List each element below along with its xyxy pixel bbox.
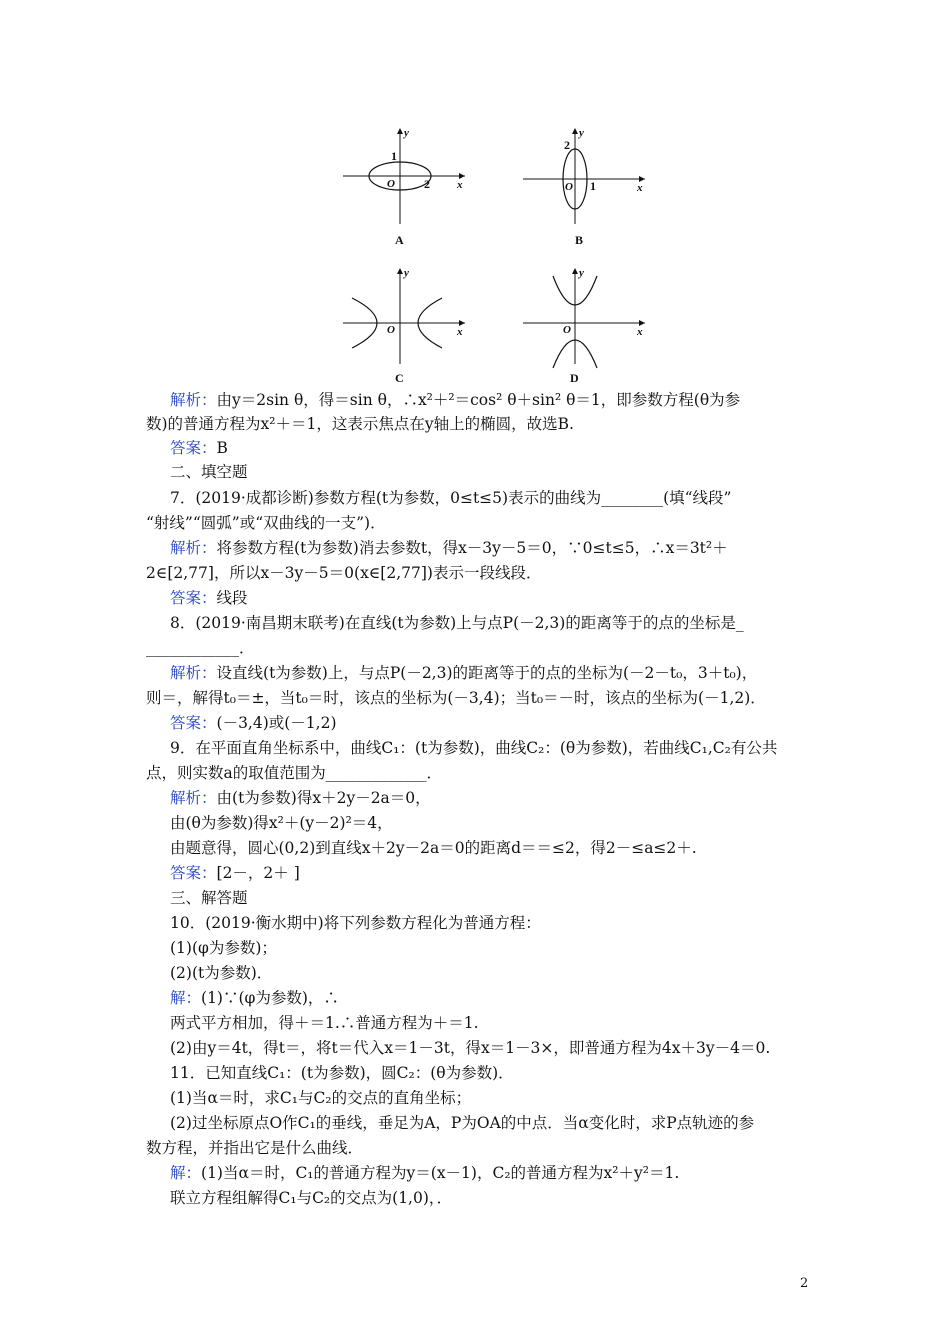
text-line: 8．(2019·南昌期末联考)在直线(t为参数)上与点P(－2,3)的距离等于的点的坐标是_ [170,614,744,632]
text-line: 2∈[2,77]，所以x－3y－5＝0(x∈[2,77])表示一段线段． [146,564,542,582]
text-line: 答案：(－3,4)或(－1,2) [170,714,337,732]
text-line: (1)当α＝时，求C₁与C₂的交点的直角坐标； [170,1089,472,1107]
fig-b-tick-1: 1 [590,179,596,193]
fig-a-tick-1: 1 [391,149,397,163]
fig-b-y-label: y [579,127,584,139]
fig-d-caption: D [570,371,579,385]
text-line: 7．(2019·成都诊断)参数方程(t为参数，0≤t≤5)表示的曲线为________(填“线段” [170,489,732,507]
text-line: (2)过坐标原点O作C₁的垂线，垂足为A，P为OA的中点．当α变化时，求P点轨迹的参 [170,1114,755,1132]
text-line: 解析：将参数方程(t为参数)消去参数t，得x－3y－5＝0，∵0≤t≤5，∴x＝3t²＋ [170,539,728,557]
fig-a-x-label: x [457,179,463,191]
fig-d-origin: O [563,324,571,336]
fig-a-y-label: y [404,127,409,139]
text-line: 二、填空题 [170,463,248,481]
text-line: 解析：由(t为参数)得x＋2y－2a＝0， [170,789,431,807]
text-line: (2)由y＝4t，得t＝，将t＝代入x＝1－3t，得x＝1－3×，即普通方程为4x＋3y－4＝0. [170,1039,771,1057]
text-line: 解析：设直线(t为参数)上，与点P(－2,3)的距离等于的点的坐标为(－2－t₀，3＋t₀)， [170,664,758,682]
text-line: 由(θ为参数)得x²＋(y－2)²＝4， [170,814,393,832]
text-line: “射线”“圆弧”或“双曲线的一支”)． [146,514,386,532]
fig-c-x-label: x [457,326,463,338]
fig-a-origin: O [387,178,395,190]
text-line: 则＝，解得t₀＝±，当t₀＝时，该点的坐标为(－3,4)；当t₀＝－时，该点的坐标为(－1,2)． [146,689,766,707]
fig-b-origin: O [565,181,573,193]
fig-b-tick-2: 2 [564,138,570,152]
fig-b-x-label: x [637,182,643,194]
text-line: 三、解答题 [170,889,248,907]
text-line: 答案：B [170,439,228,457]
text-line: (1)(φ为参数)； [170,939,277,957]
fig-a-caption: A [395,233,404,247]
text-line: (2)(t为参数)． [170,964,273,982]
text-line: 联立方程组解得C₁与C₂的交点为(1,0)，． [170,1189,453,1207]
fig-c-caption: C [395,371,404,385]
fig-a-tick-2: 2 [424,177,430,191]
text-line: 解：(1)当α＝时，C₁的普通方程为y＝(x－1)，C₂的普通方程为x²＋y²＝1. [170,1164,680,1182]
fig-b-caption: B [575,233,584,247]
text-line: 答案：线段 [170,589,248,607]
fig-d-x-label: x [637,326,643,338]
text-line: 9．在平面直角坐标系中，曲线C₁：(t为参数)，曲线C₂：(θ为参数)，若曲线C₁,C₂有公共 [170,739,778,757]
text-line: 10．(2019·衡水期中)将下列参数方程化为普通方程： [170,914,541,932]
text-line: 数)的普通方程为x²＋＝1，这表示焦点在y轴上的椭圆，故选B. [146,415,574,433]
fig-c-origin: O [387,324,395,336]
text-line: 点，则实数a的取值范围为_____________． [146,764,442,782]
text-line: 11．已知直线C₁：(t为参数)，圆C₂：(θ为参数)． [170,1064,514,1082]
fig-d-y-label: y [579,267,584,279]
text-line: 答案：[2－，2＋ ] [170,864,300,882]
page-number: 2 [800,1276,809,1291]
text-line: 两式平方相加，得＋＝1.∴普通方程为＋＝1. [170,1014,479,1032]
text-line: ____________． [146,639,255,657]
text-line: 解析：由y＝2sin θ，得＝sin θ，∴x²＋²＝cos² θ＋sin² θ＝1，即参数方程(θ为参 [170,391,741,409]
text-line: 数方程，并指出它是什么曲线． [146,1139,364,1157]
text-line: 解：(1)∵(φ为参数)，∴ [170,989,339,1007]
fig-c-y-label: y [404,267,409,279]
text-line: 由题意得，圆心(0,2)到直线x＋2y－2a＝0的距离d＝＝≤2，得2－≤a≤2＋. [170,839,697,857]
